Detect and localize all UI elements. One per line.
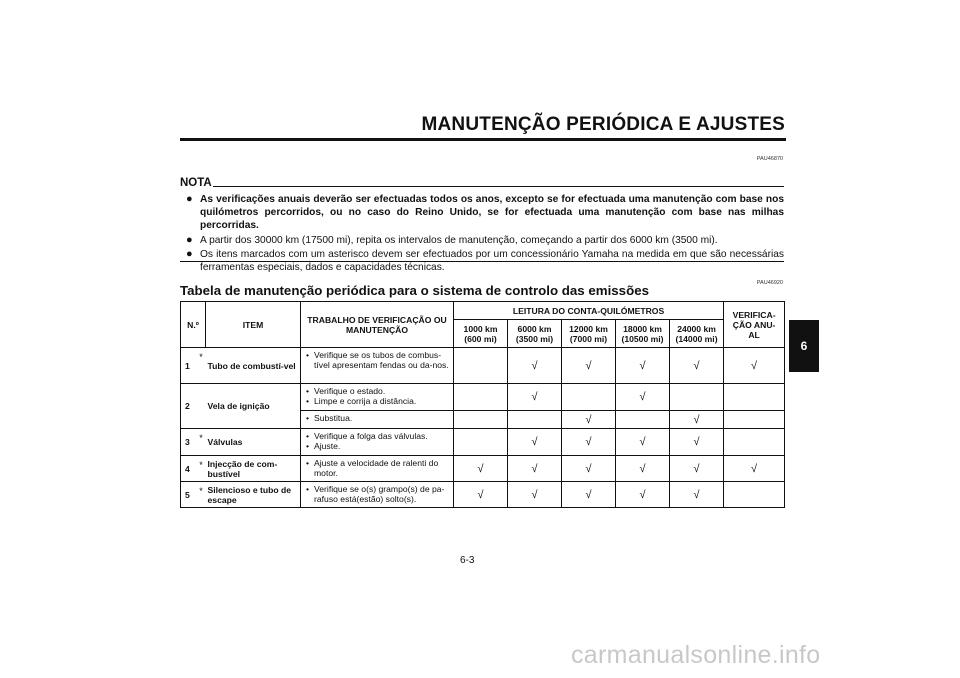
check-cell: √: [724, 348, 785, 384]
reference-code-note: PAU46870: [756, 156, 783, 162]
row-work: • Verifique se o(s) grampo(s) de pa-rafuso está(estão) solto(s).: [301, 482, 454, 508]
header-item: ITEM: [206, 302, 301, 348]
row-number: 2: [181, 384, 197, 429]
check-cell: √: [670, 456, 724, 482]
row-item: Injecção de com-bustível: [206, 456, 301, 482]
page-title: MANUTENÇÃO PERIÓDICA E AJUSTES: [421, 114, 785, 135]
check-cell: √: [508, 482, 562, 508]
check-cell: [724, 482, 785, 508]
table-row: [181, 482, 785, 508]
check-cell: √: [616, 348, 670, 384]
check-cell: [454, 411, 508, 429]
row-work: • Substitua.: [301, 411, 454, 429]
check-cell: √: [670, 429, 724, 456]
check-cell: √: [616, 384, 670, 411]
check-cell: √: [508, 456, 562, 482]
check-cell: √: [562, 482, 616, 508]
bullet-icon: ●: [186, 233, 193, 246]
row-item: Vela de ignição: [206, 384, 301, 429]
row-number: 4: [181, 456, 197, 482]
row-work: • Verifique se os tubos de combus-tível apresentam fendas ou da-nos.: [301, 348, 454, 384]
check-cell: [454, 348, 508, 384]
bullet-icon: ●: [186, 247, 193, 260]
check-cell: [562, 384, 616, 411]
header-interval: 24000 km (14000 mi): [670, 320, 724, 348]
row-work: • Verifique a folga das válvulas. • Ajuste.: [301, 429, 454, 456]
row-work: • Ajuste a velocidade de ralenti do motor.: [301, 456, 454, 482]
check-cell: [724, 384, 785, 411]
row-asterisk: *: [197, 429, 206, 456]
header-work: TRABALHO DE VERIFICAÇÃO OU MANUTENÇÃO: [301, 302, 454, 348]
row-number: 5: [181, 482, 197, 508]
nota-rule: [213, 186, 784, 187]
nota-item: ● Os itens marcados com um asterisco devem ser efectuados por um concessionário Yamaha na medida em que são necessárias ferramentas especiais, dados e capacidades técnicas.: [186, 247, 784, 274]
header-annual: VERIFICA-ÇÃO ANU-AL: [724, 302, 785, 348]
bullet-icon: ●: [186, 193, 193, 205]
table-row: [181, 429, 785, 456]
header-interval: 18000 km (10500 mi): [616, 320, 670, 348]
nota-item: ● As verificações anuais deverão ser efectuadas todos os anos, excepto se for efectuada uma manutenção com base nos quilómetros percorridos, ou no caso do Reino Unido, se for efectuada uma manutenção com base nas milhas percorridas.: [186, 193, 784, 232]
check-cell: √: [616, 456, 670, 482]
check-cell: √: [562, 429, 616, 456]
check-cell: √: [508, 384, 562, 411]
nota-label: NOTA: [180, 177, 212, 189]
check-cell: √: [562, 348, 616, 384]
check-cell: √: [616, 482, 670, 508]
watermark: carmanualsonline.info: [571, 641, 821, 669]
header-odometer: LEITURA DO CONTA-QUILÓMETROS: [454, 302, 724, 320]
check-cell: √: [454, 482, 508, 508]
check-cell: [508, 411, 562, 429]
row-asterisk: *: [197, 482, 206, 508]
check-cell: √: [670, 482, 724, 508]
check-cell: √: [508, 348, 562, 384]
maintenance-table: [180, 301, 785, 508]
header-interval: 12000 km (7000 mi): [562, 320, 616, 348]
nota-list: [180, 193, 784, 275]
row-work: • Verifique o estado. • Limpe e corrija a distância.: [301, 384, 454, 411]
row-asterisk: *: [197, 456, 206, 482]
check-cell: [724, 429, 785, 456]
row-item: Silencioso e tubo de escape: [206, 482, 301, 508]
check-cell: [670, 384, 724, 411]
reference-code-table: PAU46920: [756, 280, 783, 286]
nota-item: ● A partir dos 30000 km (17500 mi), repita os intervalos de manutenção, começando a partir dos 6000 km (3500 mi).: [186, 233, 718, 246]
header-num: N.º: [181, 302, 206, 348]
check-cell: √: [724, 456, 785, 482]
row-number: 1: [181, 348, 197, 384]
check-cell: [616, 411, 670, 429]
nota-end-rule: [180, 261, 784, 262]
row-item: Tubo de combustí-vel: [206, 348, 301, 384]
header-interval: 1000 km (600 mi): [454, 320, 508, 348]
header-interval: 6000 km (3500 mi): [508, 320, 562, 348]
check-cell: √: [454, 456, 508, 482]
row-item: Válvulas: [206, 429, 301, 456]
check-cell: √: [562, 456, 616, 482]
title-rule: [180, 138, 786, 141]
check-cell: [454, 429, 508, 456]
check-cell: √: [670, 411, 724, 429]
table-row: [181, 384, 785, 411]
check-cell: √: [670, 348, 724, 384]
table-row: [181, 456, 785, 482]
check-cell: [724, 411, 785, 429]
check-cell: √: [562, 411, 616, 429]
row-asterisk: [197, 384, 206, 429]
section-title: Tabela de manutenção periódica para o sistema de controlo das emissões: [180, 283, 649, 298]
check-cell: √: [508, 429, 562, 456]
table-row: [181, 348, 785, 384]
chapter-tab: 6: [789, 320, 819, 372]
check-cell: √: [616, 429, 670, 456]
check-cell: [454, 384, 508, 411]
row-number: 3: [181, 429, 197, 456]
page-number: 6-3: [460, 555, 475, 566]
row-asterisk: *: [197, 348, 206, 384]
